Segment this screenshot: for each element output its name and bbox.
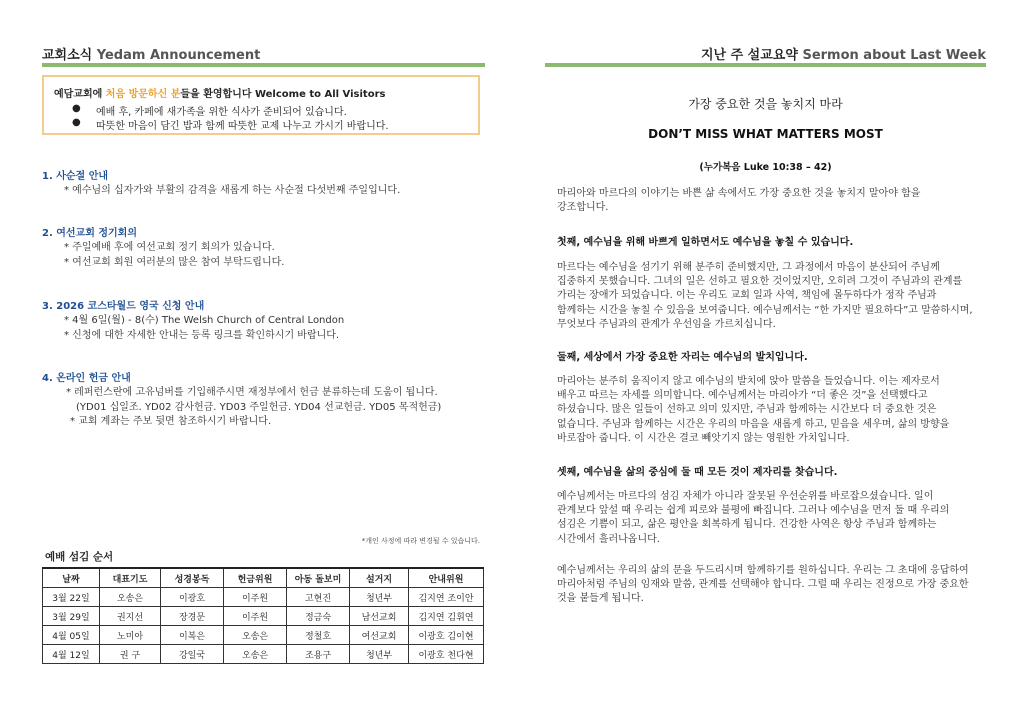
table-cell: 고현진 — [287, 588, 350, 607]
table-title: 예배 섬김 순서 — [45, 551, 114, 563]
section-line: * 주일예배 후에 여선교회 정기 회의가 있습니다. — [64, 242, 275, 253]
table-cell: 김지연 조이안 — [409, 588, 484, 607]
sermon-title-ko: 가장 중요한 것을 놓치지 마라 — [688, 97, 843, 111]
table-cell: 오송은 — [100, 588, 161, 607]
table-cell: 노미아 — [100, 626, 161, 645]
section-line: * 레퍼런스란에 고유넘버를 기입해주시면 재정부에서 헌금 분류하는데 도움이 됩니다. — [66, 387, 438, 398]
bullet-icon: ● — [72, 103, 81, 114]
left-header-en: Yedam Announcement — [96, 48, 261, 63]
welcome-item — [74, 103, 347, 118]
section-line: (YD01 십일조. YD02 감사헌금. YD03 주일헌금. YD04 선교헌금. YD05 목적헌금) — [76, 402, 442, 413]
table-cell: 권지선 — [100, 607, 161, 626]
paragraph-line: 관계보다 앞설 때 우리는 쉽게 피로와 불평에 빠집니다. 그러나 예수님을 먼저 둘 때 우리의 — [557, 505, 950, 517]
left-header-ko: 교회소식 — [42, 48, 93, 63]
right-header — [701, 44, 986, 63]
table-cell: 이주원 — [224, 588, 287, 607]
table-cell: 강일국 — [161, 645, 224, 664]
welcome-item-text: 따뜻한 마음이 담긴 밥과 함께 따뜻한 교제 나누고 가시기 바랍니다. — [96, 121, 389, 132]
table-header: 날짜 — [43, 568, 100, 588]
table-row — [43, 626, 484, 645]
paragraph-line: 마리아와 마르다의 이야기는 바쁜 삶 속에서도 가장 중요한 것을 놓치지 말아야 함을 — [557, 188, 921, 199]
welcome-title — [54, 85, 385, 100]
paragraph-line: 마리아처럼 주님의 임재와 말씀, 관계를 선택해야 합니다. 그럴 때 우리는 진정으로 가장 중요한 — [557, 579, 969, 591]
table-row — [43, 588, 484, 607]
table-cell: 오송은 — [224, 626, 287, 645]
section-line: * 여선교회 회원 여러분의 많은 참여 부탁드립니다. — [64, 257, 285, 268]
paragraph-line: 예수님께서는 마르다의 섬김 자체가 아니라 잘못된 우선순위를 바로잡으셨습니다. 일이 — [557, 491, 934, 502]
sermon-point-body — [557, 490, 985, 547]
paragraph-line: 집중하지 못했습니다. 그녀의 일은 선하고 필요한 것이었지만, 오히려 그것이 주님과의 관계를 — [557, 276, 963, 288]
sermon-closing — [557, 564, 985, 607]
table-header: 헌금위원 — [224, 568, 287, 588]
bullet-icon: ● — [72, 117, 81, 128]
paragraph-line: 섬김은 기쁨이 되고, 삶은 평안을 회복하게 됩니다. 건강한 사역은 항상 주님과 함께하는 — [557, 519, 937, 531]
section-title: 3. 2026 코스타월드 영국 신청 안내 — [42, 301, 205, 312]
paragraph-line: 배우고 따르는 자세를 의미합니다. 예수님께서는 마리아가 “더 좋은 것”을 선택했다고 — [557, 390, 928, 402]
right-header-rule — [545, 63, 986, 67]
welcome-title-prefix: 예담교회에 — [54, 89, 106, 100]
table-cell: 권 구 — [100, 645, 161, 664]
section-title: 4. 온라인 헌금 안내 — [42, 373, 131, 384]
welcome-box — [42, 75, 480, 135]
table-cell: 3월 29일 — [43, 607, 100, 626]
table-cell: 남선교회 — [350, 607, 409, 626]
welcome-item — [74, 117, 389, 132]
table-cell: 정금숙 — [287, 607, 350, 626]
table-note: *개인 사정에 따라 변경될 수 있습니다. — [361, 537, 480, 545]
table-row — [43, 645, 484, 664]
sermon-point-heading: 셋째, 예수님을 삶의 중심에 둘 때 모든 것이 제자리를 찾습니다. — [557, 467, 838, 478]
table-header-row — [43, 568, 484, 588]
right-header-ko: 지난 주 설교요약 — [700, 48, 798, 63]
sermon-intro — [557, 187, 985, 215]
paragraph-line: 가리는 장애가 되었습니다. 이는 우리도 교회 일과 사역, 책임에 몰두하다가 정작 주님과 — [557, 290, 937, 302]
table-header: 대표기도 — [100, 568, 161, 588]
section-title: 2. 여선교회 정기회의 — [42, 228, 137, 239]
right-header-en: Sermon about Last Week — [802, 48, 986, 63]
table-cell: 이광호 김이현 — [409, 626, 484, 645]
welcome-item-text: 예배 후, 카페에 새가족을 위한 식사가 준비되어 있습니다. — [96, 107, 347, 118]
table-cell: 이복은 — [161, 626, 224, 645]
sermon-scripture: (누가복음 Luke 10:38 – 42) — [699, 162, 832, 173]
section-line: * 교회 계좌는 주보 뒷면 참조하시기 바랍니다. — [70, 416, 272, 427]
sermon-point-body — [557, 375, 985, 446]
table-cell: 김지연 김휘연 — [409, 607, 484, 626]
sermon-point-body — [557, 261, 985, 332]
welcome-title-suffix: 들을 환영합니다 Welcome to All Visitors — [180, 89, 386, 100]
duty-table — [42, 567, 484, 664]
table-cell: 장경문 — [161, 607, 224, 626]
table-cell: 3월 22일 — [43, 588, 100, 607]
table-cell: 오송은 — [224, 645, 287, 664]
sermon-title-en: DON’T MISS WHAT MATTERS MOST — [648, 127, 883, 141]
table-cell: 청년부 — [350, 588, 409, 607]
left-header — [42, 44, 260, 63]
paragraph-line: 강조합니다. — [557, 202, 609, 214]
paragraph-line: 것을 붙들게 됩니다. — [557, 593, 644, 605]
table-cell: 여선교회 — [350, 626, 409, 645]
paragraph-line: 마리아는 분주히 움직이지 않고 예수님의 발치에 앉아 말씀을 들었습니다. 이는 제자로서 — [557, 376, 940, 387]
section-line: * 4월 6일(월) - 8(수) The Welsh Church of Central London — [64, 315, 345, 326]
paragraph-line: 예수님께서는 우리의 삶의 문을 두드리시며 함께하기를 원하십니다. 우리는 그 초대에 응답하여 — [557, 565, 969, 576]
paragraph-line: 하셨습니다. 많은 일들이 선하고 의미 있지만, 주님과 함께하는 시간보다 더 중요한 것은 — [557, 404, 937, 416]
table-cell: 이주원 — [224, 607, 287, 626]
paragraph-line: 무엇보다 주님과의 관계가 우선임을 가르치십니다. — [557, 318, 776, 330]
paragraph-line: 시간에서 흘러나옵니다. — [557, 533, 660, 545]
table-row — [43, 607, 484, 626]
sermon-point-heading: 둘째, 세상에서 가장 중요한 자리는 예수님의 발치입니다. — [557, 352, 808, 363]
table-header: 설거지 — [350, 568, 409, 588]
table-header: 성경봉독 — [161, 568, 224, 588]
welcome-title-highlight: 처음 방문하신 분 — [105, 89, 181, 100]
table-header: 안내위원 — [409, 568, 484, 588]
paragraph-line: 마르다는 예수님을 섬기기 위해 분주히 준비했지만, 그 과정에서 마음이 분산되어 주님께 — [557, 262, 940, 273]
table-cell: 정철호 — [287, 626, 350, 645]
left-header-rule — [42, 63, 485, 67]
table-cell: 이광호 천다현 — [409, 645, 484, 664]
table-cell: 4월 05일 — [43, 626, 100, 645]
sermon-point-heading: 첫째, 예수님을 위해 바쁘게 일하면서도 예수님을 놓칠 수 있습니다. — [557, 237, 854, 248]
paragraph-line: 바로잡아 줍니다. 이 시간은 결코 빼앗기지 않는 영원한 가치입니다. — [557, 432, 850, 444]
section-title: 1. 사순절 안내 — [42, 171, 109, 182]
table-header: 아동 돌보미 — [287, 568, 350, 588]
table-cell: 이광호 — [161, 588, 224, 607]
table-cell: 조용구 — [287, 645, 350, 664]
table-cell: 청년부 — [350, 645, 409, 664]
section-line: * 예수님의 십자가와 부활의 감격을 새롭게 하는 사순절 다섯번째 주일입니다. — [64, 185, 401, 196]
section-line: * 신청에 대한 자세한 안내는 등록 링크를 확인하시기 바랍니다. — [64, 330, 340, 341]
paragraph-line: 함께하는 시간을 놓칠 수 있음을 보여줍니다. 예수님께서는 “한 가지만 필요하다”고 말씀하시며, — [557, 304, 973, 316]
paragraph-line: 없습니다. 주님과 함께하는 시간은 우리의 마음을 새롭게 하고, 믿음을 세우며, 삶의 방향을 — [557, 418, 950, 430]
table-cell: 4월 12일 — [43, 645, 100, 664]
